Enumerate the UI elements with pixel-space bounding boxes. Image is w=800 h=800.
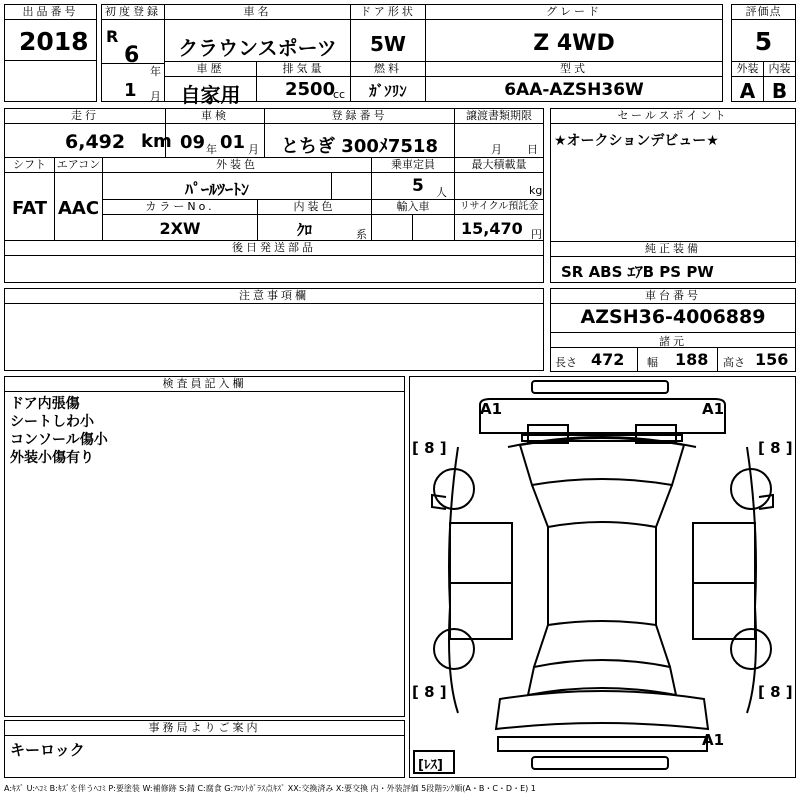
length-label: 長さ: [555, 356, 577, 369]
era: R: [106, 27, 119, 46]
recycle-unit: 円: [531, 228, 542, 241]
recycle-box: [454, 199, 544, 241]
load-label: 最大積載量: [455, 158, 543, 173]
displacement-unit: cc: [333, 88, 346, 101]
recycle-fee: 15,470: [461, 219, 523, 238]
ext-color: ﾊﾟｰﾙﾂｰﾄﾝ: [184, 180, 249, 199]
interior-score: B: [771, 79, 788, 103]
door-label: ドア形状: [351, 5, 425, 20]
inspection-label: 車検: [166, 109, 264, 124]
car-name-label: 車名: [165, 5, 350, 20]
office-box: [4, 720, 405, 778]
color-no-box: [102, 199, 258, 241]
width-label: 幅: [647, 356, 658, 369]
load-box: [454, 157, 544, 200]
color-no: 2XW: [159, 219, 201, 238]
door-box: [350, 4, 426, 62]
model-box: [425, 61, 723, 102]
interior-label: 内装: [764, 62, 795, 77]
equipment-label: 純正装備: [551, 242, 795, 257]
transfer-month: 月: [491, 143, 502, 156]
month-unit: 月: [150, 90, 161, 103]
score-box: [731, 4, 796, 62]
mileage-box: [4, 108, 172, 158]
later-parts-label: 後日発送部品: [5, 241, 543, 256]
lot-number-label: 出品番号: [5, 5, 96, 20]
ext-color-box: [102, 157, 372, 200]
int-color-label: 内装色: [258, 200, 371, 215]
inspector-line-2: シートしわ小: [10, 414, 94, 430]
height: 156: [755, 350, 789, 369]
shift-box: [4, 157, 55, 241]
interior-score-box: [763, 61, 796, 102]
car-name: クラウンスポーツ: [178, 36, 337, 60]
score-label: 評価点: [732, 5, 795, 20]
load-unit: kg: [529, 184, 543, 197]
tire-front-right: [ 8 ]: [758, 439, 793, 457]
year-unit: 年: [150, 65, 161, 78]
displacement: 2500: [285, 79, 336, 100]
import-label: 輸入車: [372, 200, 454, 215]
height-label: 高さ: [723, 356, 745, 369]
mileage-label: 走行: [5, 109, 165, 124]
damage-mark-rear-right: A1: [702, 731, 725, 749]
inspection-box: [165, 108, 265, 158]
transfer-label: 譲渡書類期限: [455, 109, 543, 124]
history-box: [164, 61, 257, 107]
inspector-line-4: 外装小傷有り: [10, 450, 94, 466]
registration-month: 1: [124, 80, 137, 101]
tire-front-left: [ 8 ]: [412, 439, 447, 457]
displacement-label: 排気量: [257, 62, 350, 77]
sales-point-text: ★オークションデビュー★: [554, 133, 719, 149]
inspector-box: [4, 376, 405, 717]
first-registration-label: 初度登録: [102, 5, 164, 20]
chassis-box: [550, 288, 796, 372]
int-color: ｸﾛ: [296, 221, 312, 239]
spare-tire: [ﾚｽ]: [418, 758, 443, 773]
shift-label: シフト: [5, 158, 54, 173]
office-text: キーロック: [10, 741, 85, 759]
spec-label: 諸元: [659, 335, 687, 348]
capacity: 5: [412, 176, 424, 196]
sales-point-box: [550, 108, 796, 242]
exterior-score-box: [731, 61, 764, 102]
recycle-label: リサイクル預託金: [455, 200, 543, 215]
inspection-year-unit: 年: [206, 143, 217, 156]
equipment: SR ABS ｴｱB PS PW: [561, 263, 714, 281]
shift: FAT: [11, 198, 48, 219]
exterior-score: A: [739, 79, 756, 103]
lot-blank-box: [4, 60, 97, 102]
mileage: 6,492: [65, 131, 126, 153]
grade: Z 4WD: [533, 31, 615, 56]
grade-box: [425, 4, 723, 62]
ext-color-label: 外装色: [103, 158, 371, 173]
inspector-label: 検査員記入欄: [5, 377, 404, 392]
car-diagram: [409, 376, 796, 778]
ac-label: エアコン: [56, 158, 101, 171]
int-color-unit: 系: [356, 228, 367, 241]
width: 188: [675, 350, 709, 369]
int-color-box: [257, 199, 372, 241]
transfer-day: 日: [527, 143, 538, 156]
office-label: 事務局よりご案内: [5, 721, 404, 736]
capacity-unit: 人: [436, 186, 447, 199]
damage-mark-front-left: A1: [480, 400, 503, 418]
exterior-label: 外装: [732, 62, 763, 77]
history-label: 車歴: [165, 62, 256, 77]
notes-label: 注意事項欄: [5, 289, 543, 304]
length: 472: [591, 350, 625, 369]
fuel-box: [350, 61, 426, 102]
fuel-label: 燃料: [351, 62, 425, 77]
lot-number-box: [4, 4, 97, 61]
registration-year: 6: [124, 43, 140, 68]
score: 5: [754, 27, 773, 56]
ac: AAC: [57, 198, 100, 219]
door-type: 5W: [370, 32, 406, 56]
inspection-month-unit: 月: [248, 143, 259, 156]
mileage-unit: km: [141, 131, 172, 152]
model: 6AA-AZSH36W: [504, 80, 644, 100]
model-label: 型式: [426, 62, 722, 77]
car-outline: [410, 377, 795, 777]
ac-box: [54, 157, 103, 241]
inspector-line-1: ドア内張傷: [10, 396, 80, 412]
chassis-number: AZSH36-4006889: [580, 306, 766, 328]
equipment-box: [550, 241, 796, 283]
damage-mark-front-right: A1: [702, 400, 725, 418]
tire-rear-right: [ 8 ]: [758, 683, 793, 701]
history: 自家用: [180, 83, 241, 107]
inspection-year: 09: [180, 132, 206, 153]
inspection-month: 01: [220, 132, 246, 153]
capacity-label: 乗車定員: [372, 158, 454, 173]
transfer-box: [454, 108, 544, 158]
fuel: ｶﾞｿﾘﾝ: [369, 82, 407, 100]
tire-rear-left: [ 8 ]: [412, 683, 447, 701]
notes-box: [4, 288, 544, 371]
color-no-label: カラーNo.: [103, 200, 257, 215]
plate-box: [264, 108, 455, 158]
car-name-box: [164, 4, 351, 62]
grade-label: グレード: [426, 5, 722, 20]
inspector-line-3: コンソール傷小: [10, 432, 108, 448]
capacity-box: [371, 157, 455, 200]
first-registration-box: [101, 4, 165, 102]
lot-number: 2018: [19, 27, 89, 56]
sales-point-label: セールスポイント: [551, 109, 795, 124]
plate-label: 登録番号: [265, 109, 454, 124]
chassis-label: 車台番号: [551, 289, 795, 304]
legend: A:ｷｽﾞ U:ﾍｺﾐ B:ｷｽﾞを伴うﾍｺﾐ P:要塗装 W:補修跡 S:錆 C:腐食 G:ﾌﾛﾝﾄｶﾞﾗｽ点ｷｽﾞ XX:交換済み X:要交換 内・外装評価 5段階ﾗﾝｸ順(A・B・C・D・E) 1: [4, 784, 536, 793]
plate-number: とちぎ 300ﾒ7518: [281, 136, 438, 157]
displacement-box: [256, 61, 351, 102]
later-parts-box: [4, 240, 544, 283]
import-box: [371, 199, 455, 241]
